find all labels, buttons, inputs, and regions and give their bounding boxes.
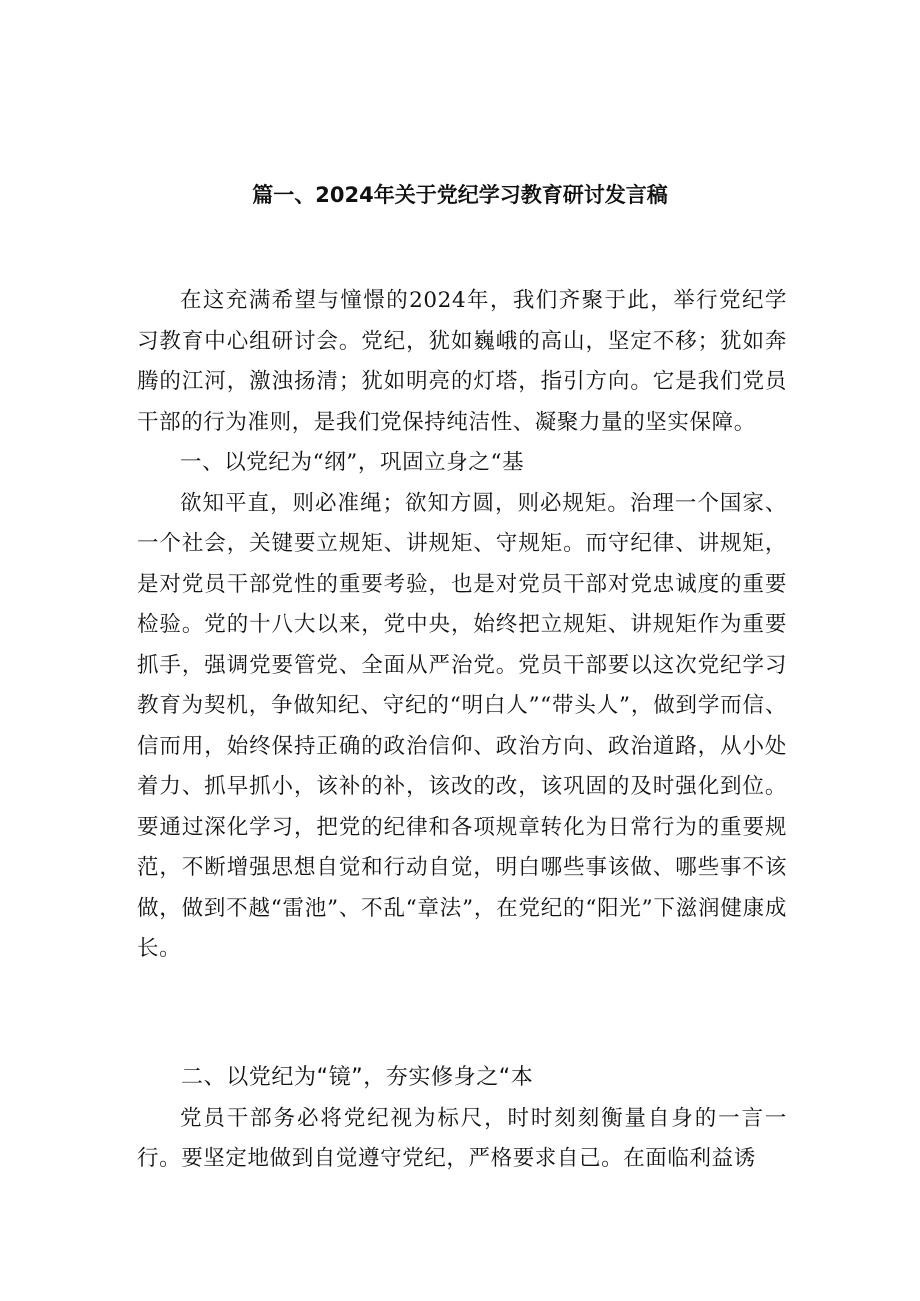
section-heading-1: 一、以党纪为“纲”，巩固立身之“基 xyxy=(180,450,525,475)
section-heading-2: 二、以党纪为“镜”，夯实修身之“本 xyxy=(181,1065,534,1090)
paragraph-section-1: 欲知平直，则必准绳；欲知方圆，则必规矩。治理一个国家、一个社会，关键要立规矩、讲规矩、守规矩。而守纪律、讲规矩，是对党员干部党性的重要考验，也是对党员干部对党忠诚度的重要检验。党的十八大以来，党中央，始终把立规矩、讲规矩作为重要抓手，强调党要管党、全面从严治党。党员干部要以这次党纪学习教育为契机，争做知纪、守纪的“明白人”“带头人”，做到学而信、信而用，始终保持正确的政治信仰、政治方向、政治道路，从小处着力、抓早抓小，该补的补，该改的改，该巩固的及时强化到位。要通过深化学习，把党的纪律和各项规章转化为日常行为的重要规范，不断增强思想自觉和行动自觉，明白哪些事该做、哪些事不该做，做到不越“雷池”、不乱“章法”，在党纪的“阳光”下滋润健康成长。 xyxy=(137,490,787,961)
document-title: 篇一、2024年关于党纪学习教育研讨发言稿 xyxy=(252,183,668,207)
body-block-1 xyxy=(137,281,787,970)
body-block-2 xyxy=(137,1058,787,1180)
paragraph-section-2: 党员干部务必将党纪视为标尺，时时刻刻衡量自身的一言一行。要坚定地做到自觉遵守党纪，严格要求自己。在面临利益诱 xyxy=(137,1105,787,1171)
paragraph-intro: 在这充满希望与憧憬的2024年，我们齐聚于此，举行党纪学习教育中心组研讨会。党纪，犹如巍峨的高山，坚定不移；犹如奔腾的江河，激浊扬清；犹如明亮的灯塔，指引方向。它是我们党员干部的行为准则，是我们党保持纯洁性、凝聚力量的坚实保障。 xyxy=(137,288,787,435)
